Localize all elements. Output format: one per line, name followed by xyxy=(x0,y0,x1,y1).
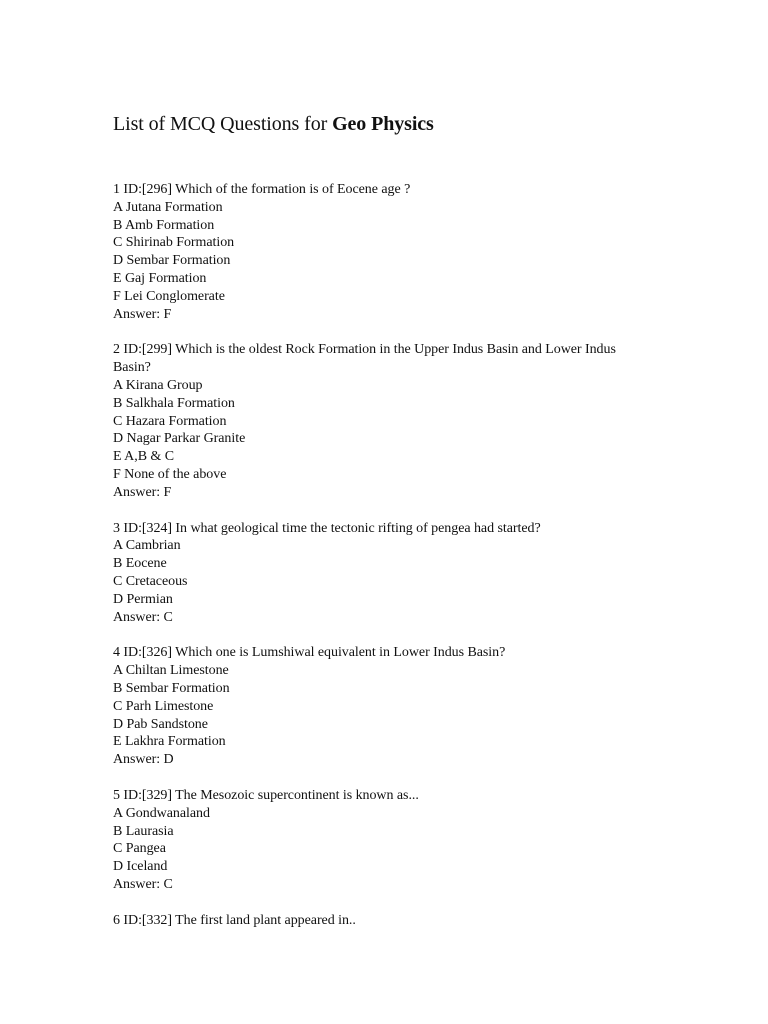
answer-option: A Jutana Formation xyxy=(113,199,223,215)
question-prompt: 6 ID:[332] The first land plant appeared in.. xyxy=(113,912,356,928)
question-block xyxy=(113,181,653,323)
answer-option: E Lakhra Formation xyxy=(113,734,226,750)
answer-option: C Parh Limestone xyxy=(113,698,214,714)
answer-option: C Cretaceous xyxy=(113,573,188,589)
answer-option: C Shirinab Formation xyxy=(113,235,235,251)
answer-option: E A,B & C xyxy=(113,449,175,465)
document-title xyxy=(113,110,653,138)
answer-option: B Laurasia xyxy=(113,823,174,839)
answer-option: A Cambrian xyxy=(113,538,181,554)
answer-option: A Chiltan Limestone xyxy=(113,663,229,679)
answer-option: E Gaj Formation xyxy=(113,270,207,286)
question-block xyxy=(113,787,653,894)
title-prefix: List of MCQ Questions for xyxy=(113,113,333,135)
question-block xyxy=(113,520,653,627)
correct-answer: Answer: D xyxy=(113,752,174,768)
question-prompt: 5 ID:[329] The Mesozoic supercontinent is known as... xyxy=(113,787,419,803)
answer-option: D Sembar Formation xyxy=(113,253,231,269)
document-page xyxy=(113,110,653,947)
answer-option: A Kirana Group xyxy=(113,377,203,393)
answer-option: D Iceland xyxy=(113,859,168,875)
correct-answer: Answer: F xyxy=(113,306,172,322)
answer-option: B Sembar Formation xyxy=(113,680,230,696)
answer-option: D Nagar Parkar Granite xyxy=(113,431,246,447)
question-block xyxy=(113,341,653,501)
answer-option: B Eocene xyxy=(113,556,167,572)
answer-option: F Lei Conglomerate xyxy=(113,288,225,304)
answer-option: F None of the above xyxy=(113,466,227,482)
correct-answer: Answer: C xyxy=(113,609,173,625)
question-prompt: 4 ID:[326] Which one is Lumshiwal equivalent in Lower Indus Basin? xyxy=(113,645,506,661)
answer-option: B Salkhala Formation xyxy=(113,395,235,411)
correct-answer: Answer: C xyxy=(113,876,173,892)
answer-option: C Pangea xyxy=(113,841,166,857)
answer-option: A Gondwanaland xyxy=(113,805,210,821)
answer-option: C Hazara Formation xyxy=(113,413,227,429)
question-list xyxy=(113,181,653,929)
title-subject: Geo Physics xyxy=(332,113,434,135)
answer-option: D Permian xyxy=(113,591,173,607)
question-block xyxy=(113,912,653,930)
answer-option: B Amb Formation xyxy=(113,217,215,233)
question-prompt: 1 ID:[296] Which of the formation is of Eocene age ? xyxy=(113,182,411,197)
answer-option: D Pab Sandstone xyxy=(113,716,208,732)
correct-answer: Answer: F xyxy=(113,484,172,500)
question-prompt: 3 ID:[324] In what geological time the tectonic rifting of pengea had started? xyxy=(113,520,541,536)
question-prompt: 2 ID:[299] Which is the oldest Rock Formation in the Upper Indus Basin and Lower Indus Basin? xyxy=(113,342,620,376)
question-block xyxy=(113,644,653,769)
